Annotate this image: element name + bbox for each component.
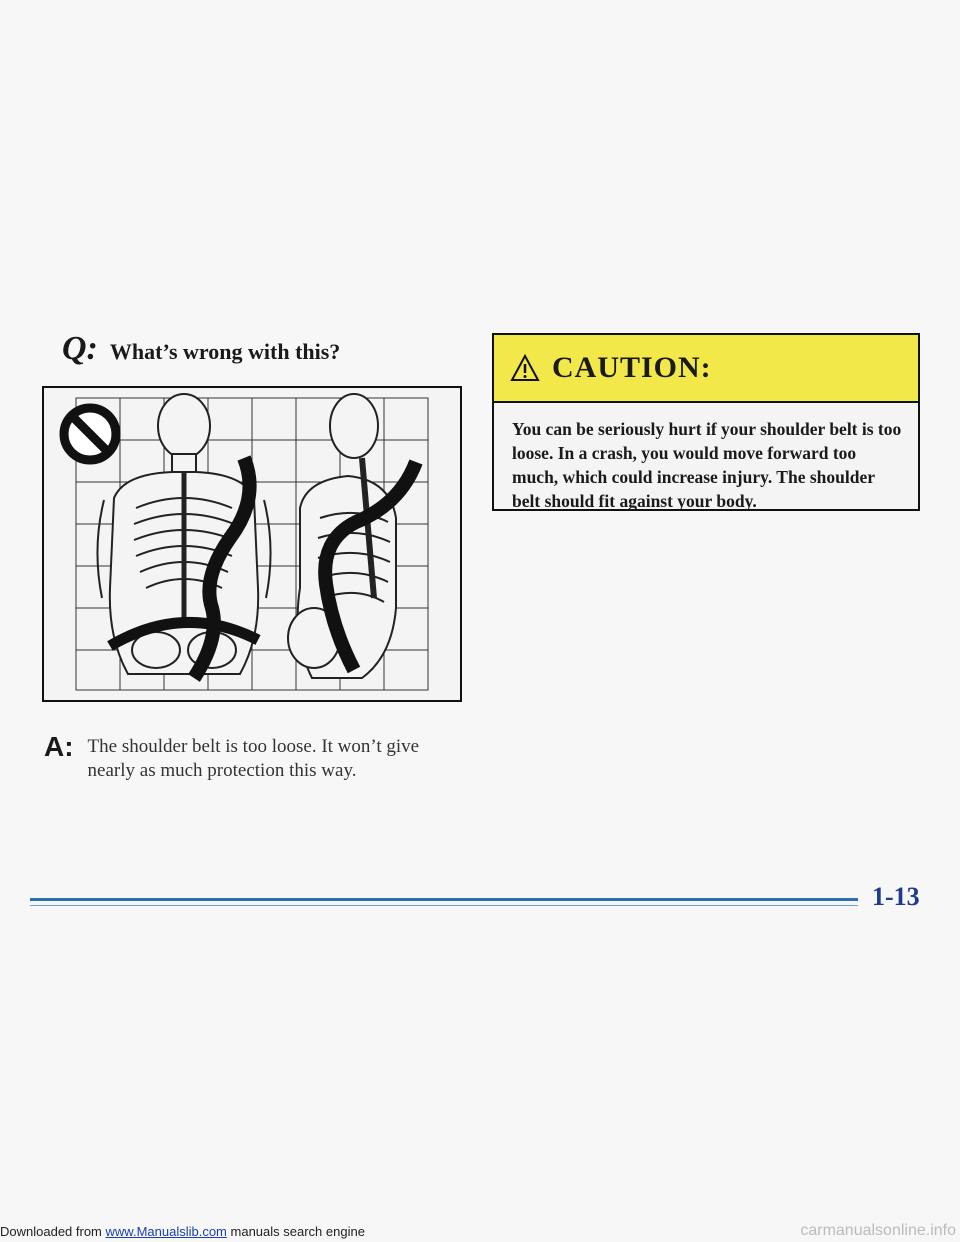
question-marker: Q:: [62, 330, 98, 367]
answer-text: The shoulder belt is too loose. It won’t give nearly as much protection this way.: [87, 736, 420, 781]
caution-header: [494, 335, 918, 403]
caution-box: [492, 333, 920, 511]
footer-rule-thick: [30, 898, 858, 901]
watermark: carmanualsonline.info: [800, 1222, 956, 1239]
footer-prefix: Downloaded from: [0, 1224, 102, 1239]
answer-marker: A:: [44, 731, 74, 762]
answer-row: [44, 731, 464, 783]
page-number: 1-13: [872, 882, 920, 911]
manualslib-link[interactable]: www.Manualslib.com: [105, 1224, 227, 1239]
download-footer: [0, 1224, 365, 1239]
footer-suffix: manuals search engine: [230, 1224, 365, 1239]
footer-rule-thin: [30, 905, 858, 906]
no-symbol-icon: [64, 408, 116, 460]
question-row: [62, 330, 340, 368]
question-text: What’s wrong with this?: [109, 339, 341, 364]
caution-title: CAUTION:: [552, 351, 712, 384]
seatbelt-illustration: [44, 388, 460, 700]
warning-triangle-icon: [510, 354, 540, 382]
seatbelt-figure: [42, 386, 462, 702]
caution-body: You can be seriously hurt if your shoulder belt is too loose. In a crash, you would move forward too much, which could increase injury. The shoulder belt should fit against your body.: [512, 419, 902, 511]
